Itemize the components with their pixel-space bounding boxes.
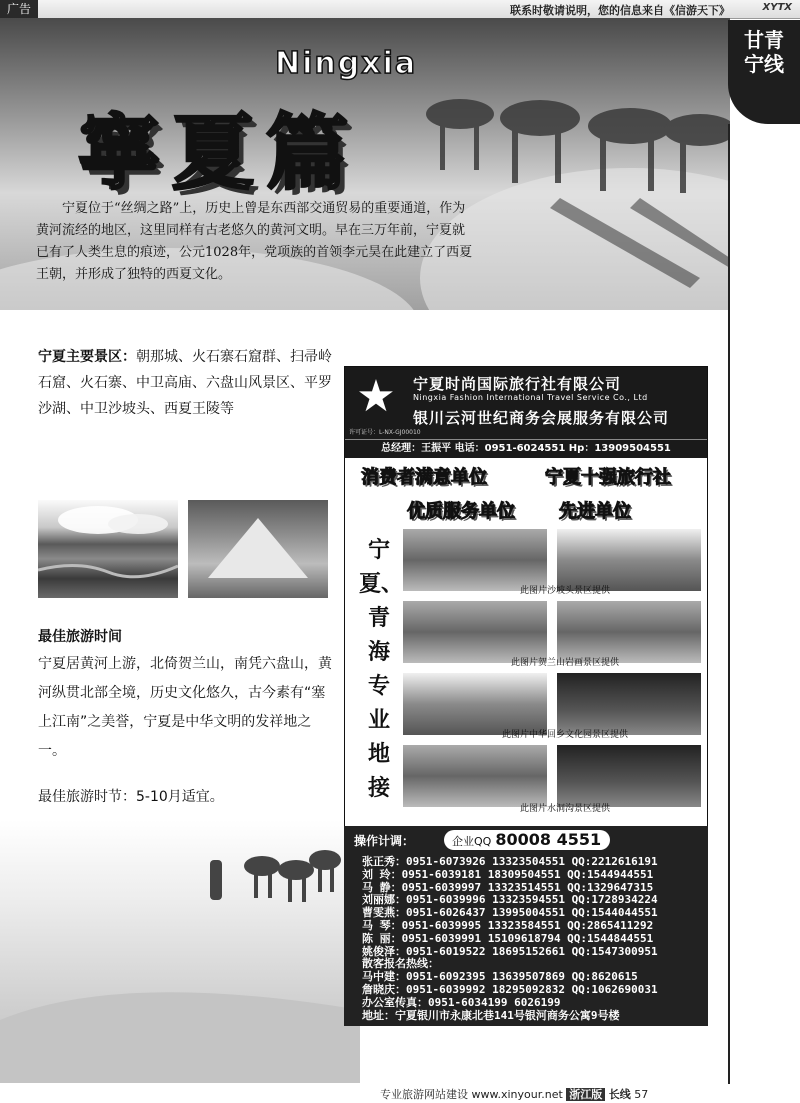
desert-caravan-photo bbox=[0, 820, 360, 1083]
ad-tag: 广告 bbox=[0, 0, 38, 18]
caption-shapotou: 此图片沙坡头景区提供 bbox=[519, 586, 610, 596]
photo-hui-culture-1 bbox=[403, 673, 547, 735]
qq-label: 企业QQ bbox=[452, 835, 492, 848]
top-notice: 联系时敬请说明，您的信息来自《信游天下》 bbox=[510, 4, 730, 17]
footer-site: 专业旅游网站建设 www.xinyour.net bbox=[380, 1088, 563, 1101]
contact-row: 曹雯燕：0951-6026437 13995004551 QQ:1544044551 bbox=[362, 906, 658, 920]
camel-riders-icon bbox=[0, 820, 360, 1083]
company-name-1: 宁夏时尚国际旅行社有限公司 bbox=[413, 375, 622, 393]
caption-hui-culture: 此图片中华回乡文化园景区提供 bbox=[501, 730, 628, 740]
best-time-body: 宁夏居黄河上游，北倚贺兰山，南凭六盘山，黄河纵贯北部全境，历史文化悠久，古今素有“塞上江南”之美誉，宁夏是中华文明的发祥地之一。 bbox=[38, 656, 332, 759]
photo-shapotou-1 bbox=[403, 529, 547, 591]
license-number: 许可证号：L-NX-GJ00010 bbox=[349, 429, 421, 436]
photo-shapotou-2 bbox=[557, 529, 701, 591]
ad-header bbox=[345, 367, 707, 439]
photo-helanshan-1 bbox=[403, 601, 547, 663]
side-tab-line1: 甘青 bbox=[744, 28, 784, 52]
contact-row: 姚俊泽：0951-6019522 18695152661 QQ:1547300951 bbox=[362, 944, 658, 958]
caption-helanshan: 此图片贺兰山岩画景区提供 bbox=[510, 658, 619, 668]
contact-list bbox=[362, 856, 658, 1022]
company-name-english: Ningxia Fashion International Travel Service Co., Ltd bbox=[413, 393, 648, 402]
contact-row: 詹晓庆：0951-6039992 18295092832 QQ:1062690031 bbox=[362, 982, 658, 996]
award-advanced-unit: 先进单位 bbox=[559, 501, 631, 522]
photo-shuidonggou-1 bbox=[403, 745, 547, 807]
contact-row: 陈 丽：0951-6039991 15109618794 QQ:1544844551 bbox=[362, 931, 654, 945]
contact-row: 刘 玲：0951-6039181 18309504551 QQ:1544944551 bbox=[362, 867, 654, 881]
contact-row: 张正秀：0951-6073926 13323504551 QQ:2212616191 bbox=[362, 855, 658, 868]
clouds-icon bbox=[38, 500, 178, 598]
hero-title-chinese: 寧夏篇 bbox=[78, 105, 361, 201]
contact-row: 马 静：0951-6039997 13323514551 QQ:1329647315 bbox=[362, 880, 654, 894]
page-number: 57 bbox=[634, 1088, 649, 1101]
best-time-heading: 最佳旅游时间 bbox=[38, 629, 122, 645]
star-logo-icon: ★ bbox=[356, 371, 396, 422]
scenic-spots-paragraph bbox=[38, 344, 338, 422]
award-consumer-satisfaction: 消费者满意单位 bbox=[361, 467, 487, 488]
scenic-text: 朝那城、火石寨石窟群、扫帚岭石窟、火石寨、中卫高庙、六盘山风景区、平罗沙湖、中卫沙坡头、西夏王陵等 bbox=[38, 349, 332, 417]
travel-agency-ad bbox=[344, 366, 708, 828]
hero-intro-text: 宁夏位于“丝绸之路”上，历史上曾是东西部交通贸易的重要通道，作为黄河流经的地区，这里同样有古老悠久的黄河文明。早在三万年前，宁夏就已有了人类生息的痕迹，公元1028年，党项族的首领李元昊在此建立了西夏王朝，并形成了独特的西夏文化。 bbox=[36, 201, 473, 282]
caption-shuidonggou: 此图片水洞沟景区提供 bbox=[519, 804, 610, 814]
photo-hui-culture-2 bbox=[557, 673, 701, 735]
operations-contacts bbox=[344, 826, 708, 1026]
publication-logo: XYTX bbox=[762, 2, 792, 13]
company-address: 地址：宁夏银川市永康北巷141号银河商务公寓9号楼 bbox=[362, 1008, 620, 1022]
award-top-ten: 宁夏十强旅行社 bbox=[545, 467, 671, 488]
enterprise-qq-badge bbox=[444, 830, 610, 850]
office-fax: 办公室传真：0951-6034199 6026199 bbox=[362, 995, 561, 1009]
page-divider bbox=[728, 124, 730, 1084]
manager-contact: 总经理：王振平 电话：0951-6024551 Hp：13909504551 bbox=[345, 439, 707, 458]
page-footer bbox=[380, 1086, 648, 1102]
contact-row: 马 琴：0951-6039995 13323584551 QQ:2865411292 bbox=[362, 918, 654, 932]
scenic-photo-lake bbox=[38, 500, 178, 598]
ops-label: 操作计调： bbox=[354, 834, 415, 848]
qq-number: 80008 4551 bbox=[495, 830, 602, 849]
vertical-slogan: 宁夏、青海专业地接 bbox=[359, 537, 404, 801]
company-name-2: 银川云河世纪商务会展服务有限公司 bbox=[413, 409, 670, 427]
side-tab-line2: 宁线 bbox=[744, 52, 784, 76]
photo-shuidonggou-2 bbox=[557, 745, 701, 807]
hero-title-english: Ningxia bbox=[275, 46, 418, 81]
contact-row: 刘丽娜：0951-6039996 13323594551 QQ:1728934224 bbox=[362, 893, 658, 907]
pagoda-array-icon bbox=[208, 518, 308, 578]
contact-row: 马中建：0951-6092395 13639507869 QQ:8620615 bbox=[362, 970, 638, 984]
scenic-photo-pagodas bbox=[188, 500, 328, 598]
best-season-text: 最佳旅游时节：5-10月适宜。 bbox=[38, 789, 224, 805]
award-quality-service: 优质服务单位 bbox=[407, 501, 515, 522]
photo-helanshan-2 bbox=[557, 601, 701, 663]
scenic-label: 宁夏主要景区： bbox=[38, 349, 136, 365]
walkin-hotline-label: 散客报名热线： bbox=[362, 957, 439, 971]
footer-region: 浙江版 bbox=[566, 1088, 605, 1101]
route-side-tab bbox=[728, 20, 800, 124]
footer-edition: 长线 bbox=[608, 1088, 631, 1101]
